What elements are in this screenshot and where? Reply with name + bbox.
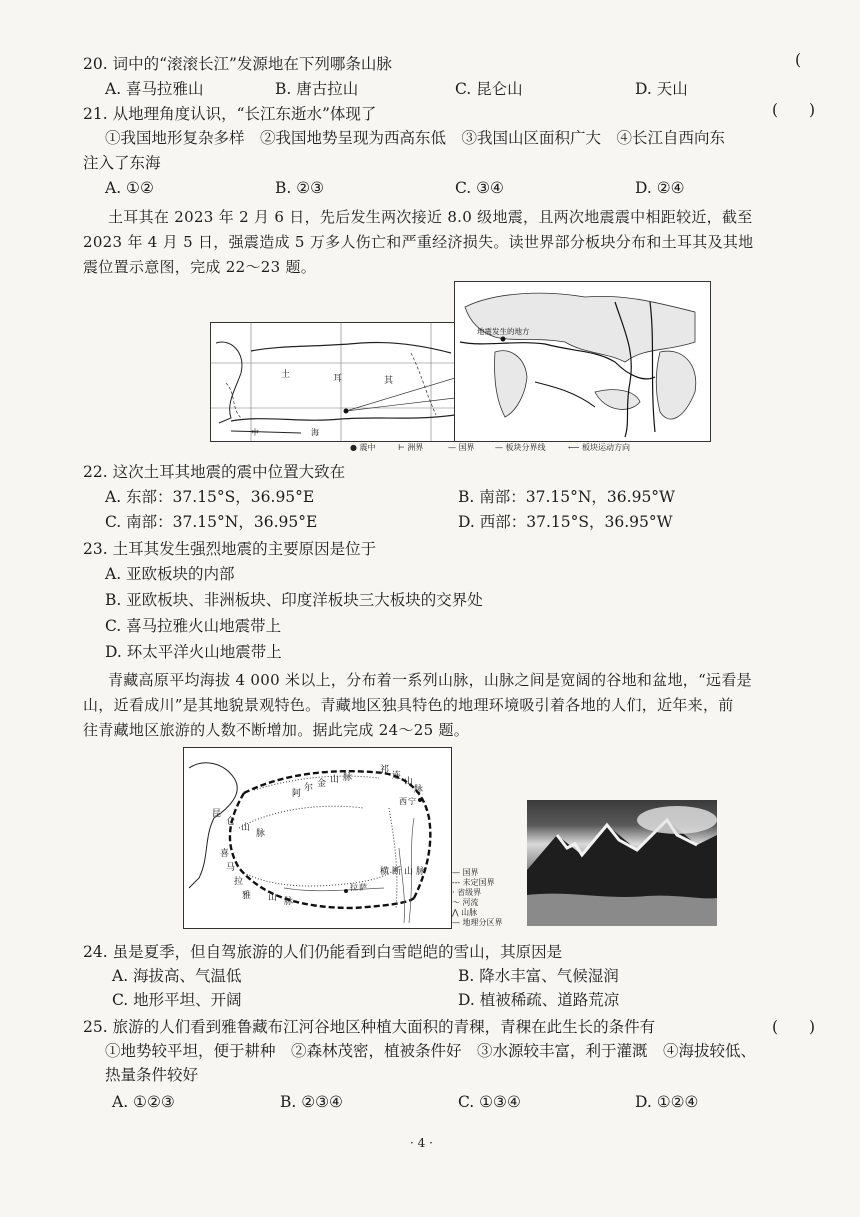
legend-mountain: ⋀ 山脉 xyxy=(452,908,478,917)
q24-stem: 24. 虽是夏季，但自驾旅游的人们仍能看到白雪皑皑的雪山，其原因是 xyxy=(83,943,563,961)
map1-label-zhong: 中 xyxy=(251,428,259,437)
map2-label-xining-ning: 宁 xyxy=(408,797,416,806)
map1-label-hai: 海 xyxy=(311,428,319,437)
lhasa-dot xyxy=(344,889,348,893)
map2-label-mai4: 脉 xyxy=(284,897,294,907)
q22-option-b: B. 南部：37.15°N，36.95°W xyxy=(458,488,675,506)
q20-answer-paren: ( xyxy=(795,51,802,69)
q20-option-b: B. 唐古拉山 xyxy=(275,80,359,98)
map1-label-er: 耳 xyxy=(333,374,343,384)
map2-label-er: 尔 xyxy=(304,783,314,793)
map2-label-mai2: 脉 xyxy=(414,785,424,795)
map2-label-shan4: 山 xyxy=(268,893,278,903)
map2-label-lhasa-la: 拉 xyxy=(350,883,358,892)
q21-option-c: C. ③④ xyxy=(455,179,504,197)
map2-label-heng: 横 xyxy=(380,867,390,877)
map2-label-qi: 祁 xyxy=(380,765,390,775)
world-plate-map-drawing xyxy=(455,282,710,441)
intro1-line2: 2023 年 4 月 5 日，强震造成 5 万多人伤亡和严重经济损失。读世界部分板块分布和土耳其及其地 xyxy=(83,233,754,251)
q22-option-a: A. 东部：37.15°S，36.95°E xyxy=(105,488,315,506)
map2-label-mai3: 脉 xyxy=(256,829,266,839)
q20-option-a: A. 喜马拉雅山 xyxy=(105,80,204,98)
legend-national-border-2: — 国界 xyxy=(452,868,479,877)
map2-label-ma: 马 xyxy=(226,863,236,873)
q24-option-c: C. 地形平坦、开阔 xyxy=(112,991,242,1009)
legend-geographic-division: — 地理分区界 xyxy=(452,918,503,927)
q21-answer-paren: ( ) xyxy=(772,101,816,119)
map1-quake-label: 地震发生的地方 xyxy=(477,327,530,336)
legend-undefined-border: --- 未定国界 xyxy=(452,878,495,887)
map2-label-a: 阿 xyxy=(292,789,302,799)
page-number: · 4 · xyxy=(410,1136,433,1150)
intro1-line1: 土耳其在 2023 年 2 月 6 日，先后发生两次接近 8.0 级地震，且两次地震震中相距较近，截至 xyxy=(108,208,753,226)
q21-statement-line1: ①我国地形复杂多样 ②我国地势呈现为西高东低 ③我国山区面积广大 ④长江自西向东 xyxy=(105,129,726,147)
q21-statement-line2: 注入了东海 xyxy=(83,154,161,172)
q25-answer-paren: ( ) xyxy=(772,1018,816,1036)
intro2-line2: 山，近看成川”是其地貌景观特色。青藏地区独具特色的地理环境吸引着各地的人们，近年来，前 xyxy=(83,696,734,714)
map2-label-mai5: 脉 xyxy=(416,867,426,877)
q24-option-d: D. 植被稀疏、道路荒凉 xyxy=(458,991,620,1009)
map1-label-qi: 其 xyxy=(384,376,394,386)
intro2-line3: 往青藏地区旅游的人数不断增加。据此完成 24～25 题。 xyxy=(83,721,470,739)
map2-label-xi: 喜 xyxy=(220,849,230,859)
q25-option-a: A. ①②③ xyxy=(112,1093,175,1111)
map2-label-lhasa-sa: 萨 xyxy=(359,883,367,892)
map1-label-tu: 土 xyxy=(281,370,291,380)
q21-option-d: D. ②④ xyxy=(635,179,685,197)
legend-river: ～ 河流 xyxy=(452,898,479,907)
epicenter-dot xyxy=(344,409,349,414)
q25-option-c: C. ①③④ xyxy=(458,1093,521,1111)
q25-option-b: B. ②③④ xyxy=(280,1093,343,1111)
map2-label-lun: 仑 xyxy=(226,817,236,827)
map2-label-shan1: 山 xyxy=(330,775,340,785)
intro2-line1: 青藏高原平均海拔 4 000 米以上，分布着一系列山脉，山脉之间是宽阔的谷地和盆地，“远看是 xyxy=(108,671,752,689)
world-plate-map xyxy=(454,281,711,442)
map2-label-ya: 雅 xyxy=(242,891,252,901)
q22-stem: 22. 这次土耳其地震的震中位置大致在 xyxy=(83,463,346,481)
q20-option-c: C. 昆仑山 xyxy=(455,80,523,98)
q24-option-a: A. 海拔高、气温低 xyxy=(112,967,242,985)
intro1-line3: 震位置示意图，完成 22～23 题。 xyxy=(83,258,317,276)
legend-plate-boundary: — 板块分界线 xyxy=(495,443,546,452)
q25-statement-line2: 热量条件较好 xyxy=(105,1066,199,1084)
legend-continent-boundary: ⊢ 洲界 xyxy=(398,443,424,452)
q23-option-a: A. 亚欧板块的内部 xyxy=(105,565,235,583)
map2-label-xining-xi: 西 xyxy=(399,797,407,806)
q23-option-c: C. 喜马拉雅火山地震带上 xyxy=(105,617,282,635)
map2-label-mai1: 脉 xyxy=(343,773,353,783)
map2-label-duan: 断 xyxy=(392,867,402,877)
xining-dot xyxy=(418,798,422,802)
qinghai-tibet-map xyxy=(183,747,452,929)
map2-label-lian: 连 xyxy=(392,771,402,781)
q20-option-d: D. 天山 xyxy=(635,80,688,98)
legend-national-border: — 国界 xyxy=(448,443,475,452)
q25-statement-line1: ①地势较平坦，便于耕种 ②森林茂密，植被条件好 ③水源较丰富，利于灌溉 ④海拔较低、 xyxy=(105,1042,757,1060)
q21-option-b: B. ②③ xyxy=(275,179,325,197)
q21-stem: 21. 从地理角度认识，“长江东逝水”体现了 xyxy=(83,105,377,123)
q22-option-c: C. 南部：37.15°N，36.95°E xyxy=(105,513,318,531)
q25-option-d: D. ①②④ xyxy=(635,1093,699,1111)
q22-option-d: D. 西部：37.15°S，36.95°W xyxy=(458,513,673,531)
legend-epicenter: ● 震中 xyxy=(350,443,376,452)
map2-label-shan3: 山 xyxy=(241,823,251,833)
q23-option-d: D. 环太平洋火山地震带上 xyxy=(105,643,282,661)
map2-label-la: 拉 xyxy=(234,877,244,887)
map2-label-kun: 昆 xyxy=(212,809,222,819)
snow-mountain-drawing xyxy=(527,800,717,926)
map2-legend xyxy=(452,868,522,930)
turkey-map xyxy=(210,322,455,442)
map1-legend xyxy=(350,443,710,455)
map2-label-shan5: 山 xyxy=(404,867,414,877)
q25-stem: 25. 旅游的人们看到雅鲁藏布江河谷地区种植大面积的青稞，青稞在此生长的条件有 xyxy=(83,1018,656,1036)
q20-stem: 20. 词中的“滚滚长江”发源地在下列哪条山脉 xyxy=(83,55,392,73)
q23-stem: 23. 土耳其发生强烈地震的主要原因是位于 xyxy=(83,540,377,558)
map2-label-shan2: 山 xyxy=(404,777,414,787)
legend-plate-motion: ⟵ 板块运动方向 xyxy=(568,443,631,452)
q23-option-b: B. 亚欧板块、非洲板块、印度洋板块三大板块的交界处 xyxy=(105,591,483,609)
q21-option-a: A. ①② xyxy=(105,179,154,197)
quake-location-dot xyxy=(501,337,506,342)
legend-province-border: · 省级界 xyxy=(452,888,482,897)
snow-mountain-photo xyxy=(527,800,717,926)
map2-label-jin: 金 xyxy=(317,779,327,789)
q24-option-b: B. 降水丰富、气候湿润 xyxy=(458,967,619,985)
